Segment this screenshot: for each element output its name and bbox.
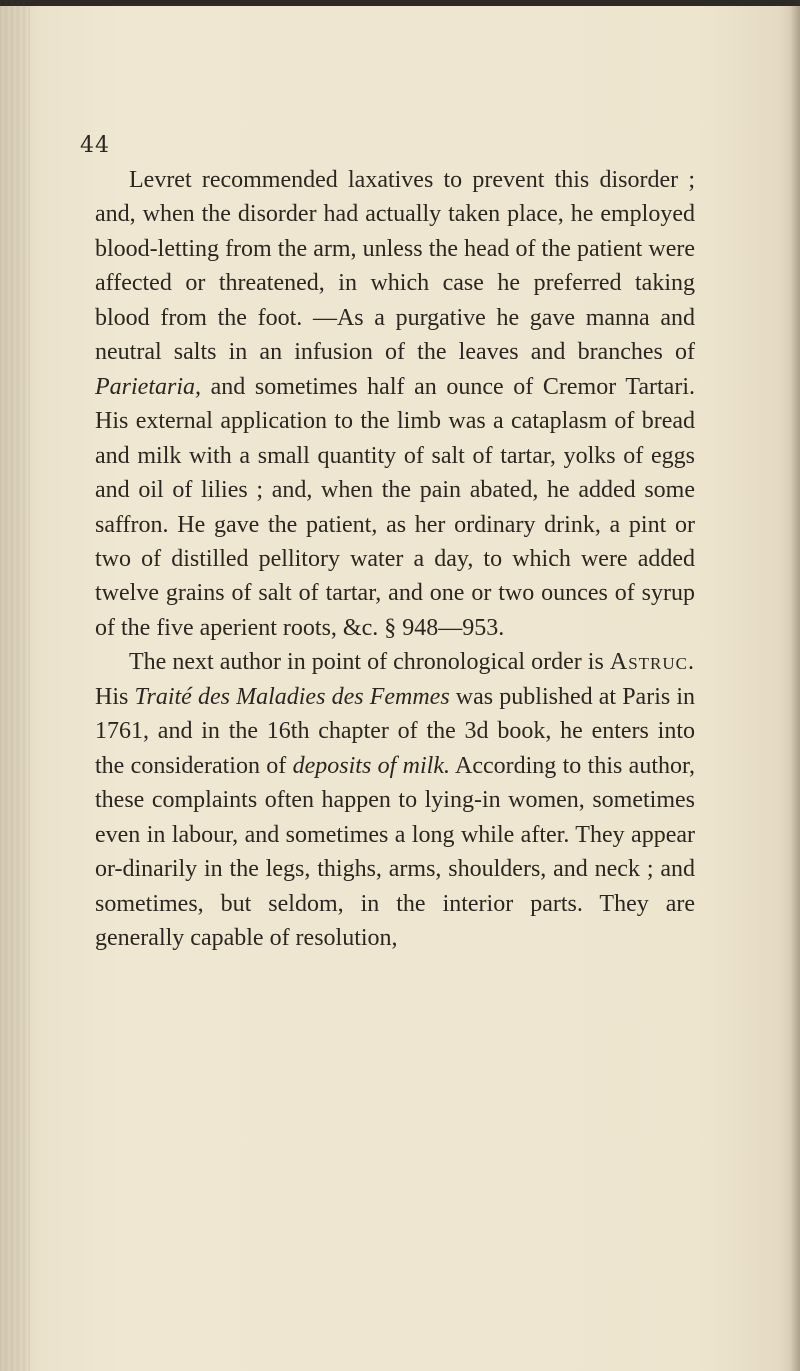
page-binding-edge bbox=[0, 0, 30, 1371]
page-top-edge bbox=[0, 0, 800, 6]
text-run: According to this author, these complaints often happen to lying-in women, sometimes even in labour, and sometimes a long while after. They appear or-dinarily in the legs, thighs, arms, shoulders, and neck ; and sometimes, but seldom, in the interior parts. They are generally capable of resolution, bbox=[95, 752, 696, 951]
author-name: Astruc. bbox=[609, 649, 695, 676]
text-run: His bbox=[95, 683, 135, 710]
body-text bbox=[95, 163, 695, 955]
text-run: and sometimes half an ounce of Cremor Tartari. His external application to the limb was a cataplasm of bread and milk with a small quantity of salt of tartar, yolks of eggs and oil of lilies ; and, when the pain abated, he added some saffron. He gave the patient, as her ordinary drink, a pint or two of distilled pellitory water a day, to which were added twelve grains of salt of tartar, and one or two ounces of syrup of the five aperient roots, &c. § 948—953. bbox=[95, 373, 695, 641]
page-number: 44 bbox=[80, 133, 110, 158]
text-run: Levret recommended laxatives to prevent this disorder ; and, when the disorder had actually taken place, he employed blood-letting from the arm, unless the head of the patient were affected or threatened, in which case he preferred taking blood from the foot. —As a purgative he gave manna and neutral salts in an infusion of the leaves and branches of bbox=[95, 167, 695, 366]
paragraph bbox=[95, 645, 695, 955]
paragraph bbox=[95, 163, 695, 645]
italic-text: deposits of milk. bbox=[292, 752, 450, 779]
text-run: was published at Paris in 1761, and in the 16th chapter of the 3d book, he enters into the consideration of bbox=[95, 683, 696, 779]
text-run: The next author in point of chronological order is bbox=[129, 649, 610, 676]
italic-text: Parietaria, bbox=[95, 373, 201, 400]
italic-text: Traité des Maladies des Femmes bbox=[134, 683, 450, 710]
page-right-edge bbox=[790, 0, 800, 1371]
